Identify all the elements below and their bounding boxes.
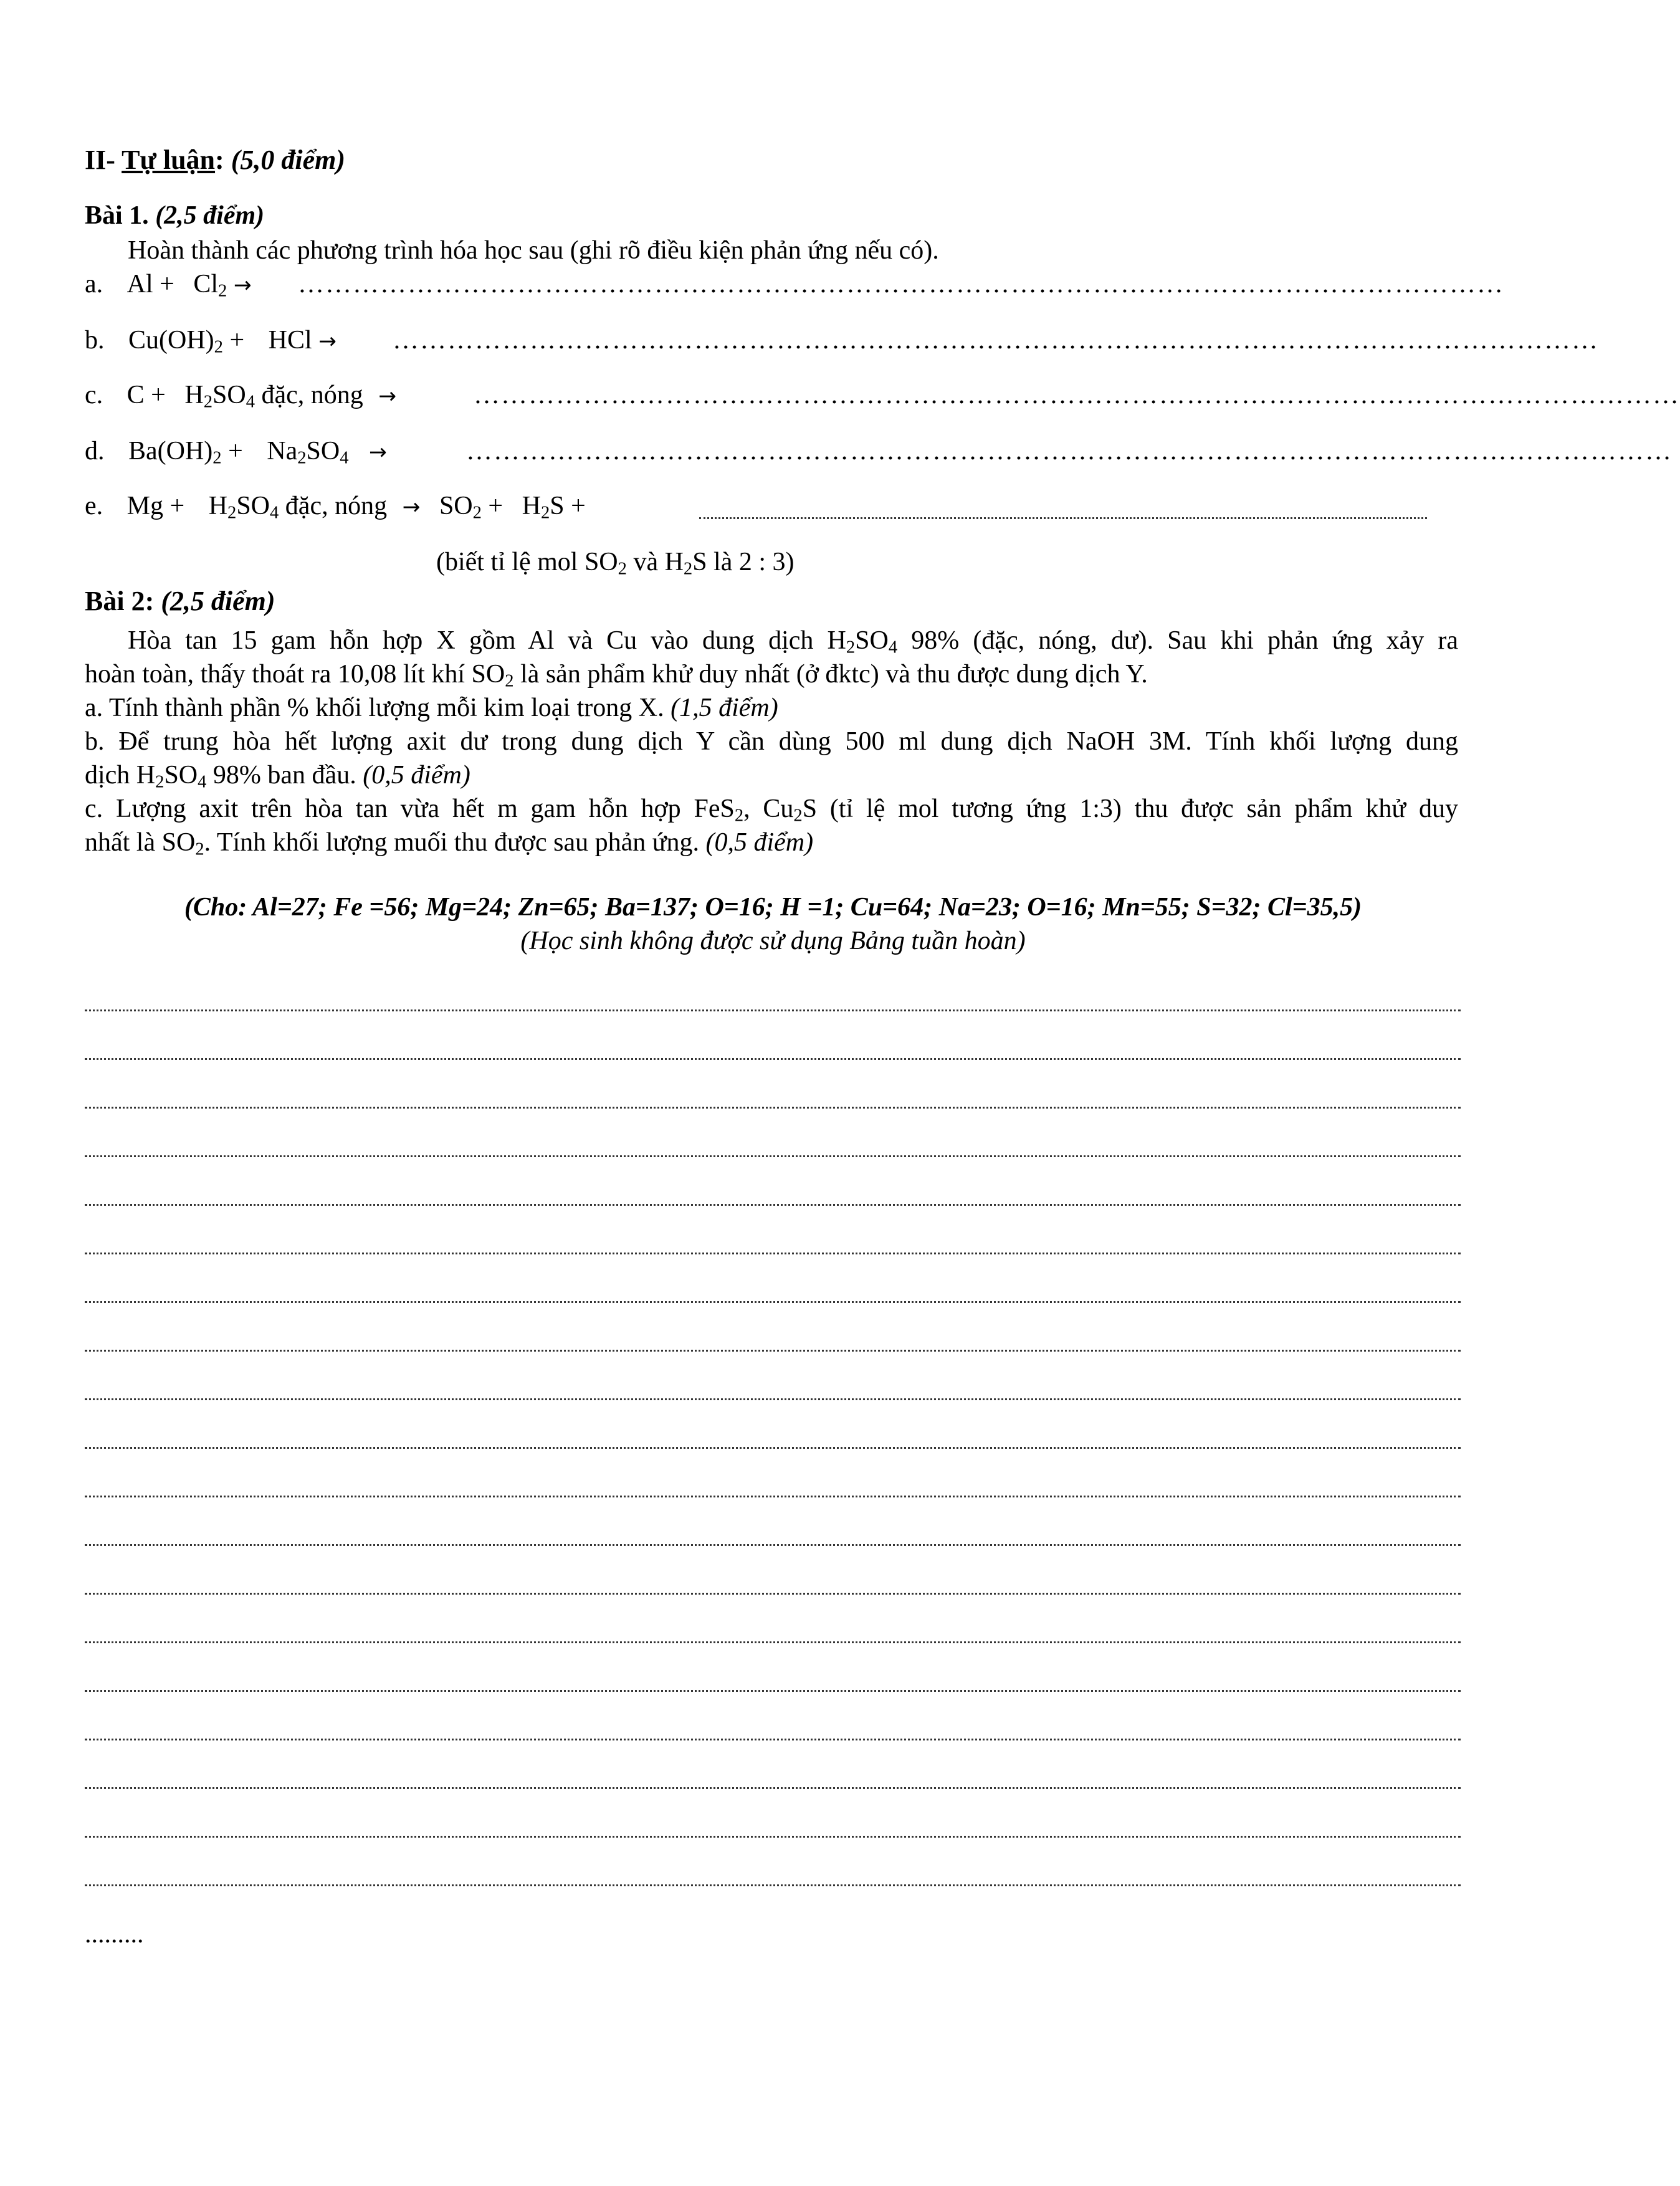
eq-c-reactant-2: $H_2SO_4$ đặc, nóng <box>184 381 363 412</box>
reaction-arrow-icon: → <box>369 440 387 465</box>
answer-line[interactable] <box>85 1496 1461 1497</box>
answer-line[interactable] <box>85 1253 1461 1254</box>
bai2-qa-points: (1,5 điểm) <box>671 694 778 722</box>
eq-b-reactant-1: $Cu(OH)_2$ + <box>128 326 245 357</box>
bai1-heading <box>85 201 264 231</box>
answer-blank-e[interactable] <box>699 517 1427 519</box>
bai2-intro-line1: Hòa tan 15 gam hỗn hợp X gồm Al và Cu vào dung dịch $H_2SO_4$ 98% (đặc, nóng, dư). Sau khi phản ứng xảy ra <box>128 626 1458 657</box>
ratio-note: (biết tỉ lệ mol $SO_2$ và $H_2S$ là 2 : 3) <box>436 548 795 579</box>
bai2-qb-points: (0,5 điểm) <box>363 761 470 790</box>
equation-e <box>85 491 586 521</box>
eq-a-reactant-1: Al + <box>126 270 174 298</box>
eq-c-reactant-1: C + <box>126 381 166 409</box>
answer-line[interactable] <box>85 1107 1461 1109</box>
section-colon: : <box>215 145 224 175</box>
section-prefix: II- <box>85 145 122 175</box>
answer-line[interactable] <box>85 1690 1461 1692</box>
bai2-points: (2,5 điểm) <box>161 586 275 616</box>
section-points: (5,0 điểm) <box>231 145 345 175</box>
answer-line[interactable] <box>85 1739 1461 1740</box>
equation-b <box>85 325 336 355</box>
answer-line[interactable] <box>85 1544 1461 1546</box>
equation-a <box>85 269 252 299</box>
eq-b-reactant-2: HCl <box>268 326 312 355</box>
eq-a-reactant-2: $Cl_2$ <box>193 270 227 301</box>
answer-line[interactable] <box>85 1301 1461 1303</box>
bai2-qc-points: (0,5 điểm) <box>705 828 814 857</box>
eq-d-reactant-1: $Ba(OH)_2$ + <box>128 437 243 468</box>
bai2-title: Bài 2: <box>85 586 155 616</box>
answer-blank-c[interactable]: …………………………………………………………………………………………………………………… <box>474 381 1680 409</box>
no-periodic-table-note: (Học sinh không được sử dụng Bảng tuần hoàn) <box>520 927 1026 955</box>
bai2-question-c-line1: c. Lượng axit trên hòa tan vừa hết m gam hỗn hợp FeS$_2$, $Cu_2S$ (tỉ lệ mol tương ứng 1:3) thu được sản phẩm khử duy <box>85 795 1458 826</box>
atomic-masses: (Cho: Al=27; Fe =56; Mg=24; Zn=65; Ba=137; O=16; H =1; Cu=64; Na=23; O=16; Mn=55; S=32; Cl=35,5) <box>184 893 1362 922</box>
answer-line[interactable] <box>85 1836 1461 1838</box>
eq-d-label: d. <box>85 437 105 465</box>
answer-blank-b[interactable]: …………………………………………………………………………………………………………………… <box>393 326 1599 355</box>
answer-blank-a[interactable]: …………………………………………………………………………………………………………………… <box>298 270 1504 298</box>
bai1-instruction: Hoàn thành các phương trình hóa học sau (ghi rõ điều kiện phản ứng nếu có). <box>128 236 939 265</box>
bai2-intro-line2: hoàn toàn, thấy thoát ra 10,08 lít khí $SO_2$ là sản phẩm khử duy nhất (ở đktc) và thu được dung dịch Y. <box>85 660 1148 691</box>
eq-d-reactant-2: $Na_2SO_4$ <box>267 437 349 468</box>
reaction-arrow-icon: → <box>233 273 252 298</box>
bai2-question-b-line1: b. Để trung hòa hết lượng axit dư trong dung dịch Y cần dùng 500 ml dung dịch NaOH 3M. Tính khối lượng dung <box>85 727 1458 756</box>
answer-line[interactable] <box>85 1593 1461 1595</box>
bai2-question-b-line2: dịch $H_2SO_4$ 98% ban đầu. (0,5 điểm) <box>85 761 470 792</box>
bai1-points: (2,5 điểm) <box>155 201 265 230</box>
eq-e-reactant-1: Mg + <box>126 492 185 520</box>
eq-e-product-2: $H_2S$ + <box>522 492 586 523</box>
eq-e-label: e. <box>85 492 103 520</box>
answer-line[interactable] <box>85 1447 1461 1449</box>
reaction-arrow-icon: → <box>402 495 421 520</box>
answer-line[interactable] <box>85 1204 1461 1206</box>
equation-d <box>85 436 387 466</box>
answer-line[interactable] <box>85 1787 1461 1789</box>
equation-c <box>85 380 396 410</box>
reaction-arrow-icon: → <box>318 329 336 354</box>
answer-line[interactable] <box>85 1350 1461 1352</box>
eq-e-product-1: $SO_2$ + <box>439 492 504 523</box>
answer-line[interactable] <box>85 1884 1461 1886</box>
bai2-question-a: a. Tính thành phần % khối lượng mỗi kim loại trong X. (1,5 điểm) <box>85 694 778 722</box>
eq-b-label: b. <box>85 326 105 355</box>
section-heading <box>85 145 345 176</box>
eq-c-label: c. <box>85 381 103 409</box>
final-answer-dots[interactable]: ......... <box>85 1920 144 1949</box>
answer-line[interactable] <box>85 1641 1461 1643</box>
answer-line[interactable] <box>85 1155 1461 1157</box>
bai1-title: Bài 1. <box>85 201 149 230</box>
reaction-arrow-icon: → <box>378 384 397 409</box>
eq-e-reactant-2: $H_2SO_4$ đặc, nóng <box>208 492 388 523</box>
answer-blank-d[interactable]: …………………………………………………………………………………………………………………… <box>466 437 1673 465</box>
eq-a-label: a. <box>85 270 103 298</box>
answer-line[interactable] <box>85 1009 1461 1011</box>
bai2-heading <box>85 586 275 618</box>
answer-line[interactable] <box>85 1398 1461 1400</box>
answer-line[interactable] <box>85 1058 1461 1060</box>
section-title: Tự luận <box>122 145 216 175</box>
bai2-question-c-line2: nhất là $SO_2$. Tính khối lượng muối thu được sau phản ứng. (0,5 điểm) <box>85 828 814 859</box>
